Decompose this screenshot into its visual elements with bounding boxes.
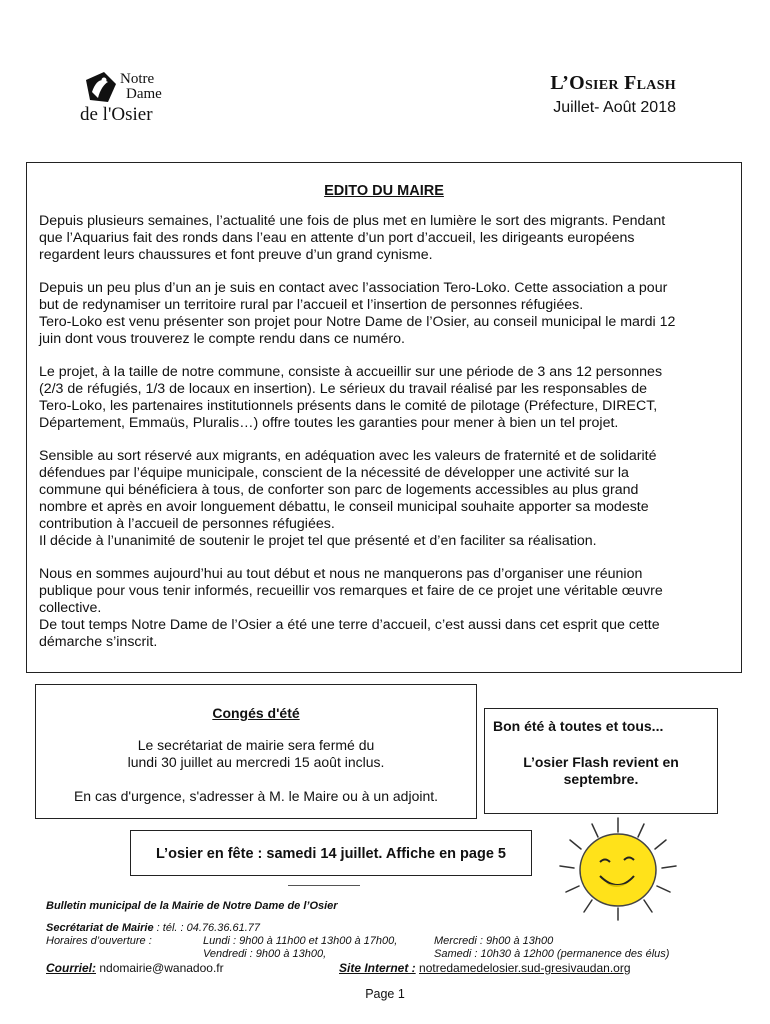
logo: [80, 68, 180, 126]
courriel-row: [46, 961, 224, 975]
bulletin-caption: Bulletin municipal de la Mairie de Notre Dame de l’Osier: [46, 900, 338, 912]
bon-ete-greeting: Bon été à toutes et tous...: [493, 718, 664, 734]
edito-paragraph-3: [39, 364, 729, 432]
horaires-label: Horaires d’ouverture :: [46, 935, 152, 947]
bon-ete-line: L’osier Flash revient en: [523, 754, 679, 770]
edito-line: Depuis plusieurs semaines, l’actualité une fois de plus met en lumière le sort des migrants. Pendant: [39, 213, 666, 229]
conges-urgence-text: En cas d'urgence, s'adresser à M. le Maire ou à un adjoint.: [73, 788, 439, 804]
edito-paragraph-4: [39, 448, 729, 550]
conges-closure-text: [36, 737, 476, 771]
fete-box: [130, 830, 532, 876]
newsletter-date: Juillet- Août 2018: [553, 99, 676, 116]
courriel-label: Courriel:: [46, 961, 97, 975]
sun-icon: [548, 812, 688, 924]
edito-title: EDITO DU MAIRE: [324, 183, 444, 199]
edito-line: but de redynamiser un territoire rural par l’accueil et l’insertion de personnes réfugiées.: [39, 297, 584, 313]
edito-line: juin dont vous trouverez le compte rendu dans ce numéro.: [39, 331, 405, 347]
horaires-lundi: Lundi : 9h00 à 11h00 et 13h00 à 17h00,: [203, 935, 398, 947]
edito-paragraph-2: [39, 280, 729, 348]
newsletter-title: L’Osier Flash: [550, 72, 676, 94]
conges-title: Congés d'été: [212, 705, 300, 721]
edito-paragraph-5: [39, 566, 729, 651]
horaires-samedi: Samedi : 10h30 à 12h00 (permanence des élus): [434, 948, 670, 960]
bon-ete-line: septembre.: [563, 771, 639, 787]
edito-line: contribution à l’accueil de personnes réfugiées.: [39, 516, 335, 532]
edito-line: que l’Aquarius fait des ronds dans l’eau en attente d’un port d’accueil, les dirigeants européens: [39, 230, 635, 246]
conges-box: [35, 684, 477, 819]
edito-paragraph-1: [39, 213, 729, 264]
page-number: Page 1: [365, 987, 405, 1001]
edito-line: Sensible au sort réservé aux migrants, en adéquation avec les valeurs de fraternité et de solidarité: [39, 448, 657, 464]
edito-line: démarche s’inscrit.: [39, 634, 158, 650]
horaires-vendredi: Vendredi : 9h00 à 13h00,: [203, 948, 327, 960]
edito-line: Département, Emmaüs, Pluralis…) offre toutes les garanties pour mener à bien un tel projet.: [39, 415, 619, 431]
edito-line: collective.: [39, 600, 102, 616]
logo-line-2: Dame: [126, 86, 162, 102]
edito-line: regardent leurs chaussures et font preuve d’un grand cynisme.: [39, 247, 433, 263]
site-label: Site Internet :: [339, 961, 416, 975]
logo-emblem-icon: [82, 70, 118, 104]
secretariat-row: [46, 922, 260, 934]
edito-line: nombre et après en avoir longuement débattu, le conseil municipal souhaite apporter sa modeste: [39, 499, 649, 515]
edito-line: (2/3 de réfugiés, 1/3 de locaux en insertion). Le sérieux du travail réalisé par les responsables de: [39, 381, 648, 397]
edito-line: défendues par l’équipe municipale, conscient de la nécessité de développer une activité sur la: [39, 465, 629, 481]
edito-line: Depuis un peu plus d’un an je suis en contact avec l’association Tero-Loko. Cette association a pour: [39, 280, 668, 296]
site-row: [339, 961, 631, 975]
logo-wordmark: [120, 72, 162, 102]
fete-announcement: L’osier en fête : samedi 14 juillet. Affiche en page 5: [156, 846, 506, 862]
conges-line: lundi 30 juillet au mercredi 15 août inclus.: [127, 754, 385, 770]
edito-line: publique pour vous tenir informés, recueillir vos remarques et faire de ce projet une véritable œuvre: [39, 583, 663, 599]
edito-line: Tero-Loko est venu présenter son projet pour Notre Dame de l’Osier, au conseil municipal le mardi 12: [39, 314, 676, 330]
edito-line: Il décide à l’unanimité de soutenir le projet tel que présenté et d’en faciliter sa réalisation.: [39, 533, 597, 549]
courriel-link[interactable]: ndomairie@wanadoo.fr: [99, 961, 224, 975]
edito-line: Tero-Loko, les partenaires institutionnels présents dans le comité de pilotage (Préfecture, DIRECT,: [39, 398, 658, 414]
edito-line: Nous en sommes aujourd’hui au tout début et nous ne manquerons pas d’organiser une réunion: [39, 566, 643, 582]
conges-line: Le secrétariat de mairie sera fermé du: [137, 737, 375, 753]
edito-line: Le projet, à la taille de notre commune, consiste à accueillir sur une période de 3 ans 12 personnes: [39, 364, 663, 380]
edito-line: commune qui bénéficiera à tous, de conforter son parc de logements accessibles au plus grand: [39, 482, 639, 498]
logo-line-3: de l'Osier: [80, 104, 153, 125]
bon-ete-box: [484, 708, 718, 814]
edito-line: De tout temps Notre Dame de l’Osier a été une terre d’accueil, c’est aussi dans cet esprit que cette: [39, 617, 660, 633]
logo-line-1: Notre: [120, 71, 155, 87]
horaires-mercredi: Mercredi : 9h00 à 13h00: [434, 935, 554, 947]
edito-box: [26, 162, 742, 673]
bon-ete-return-note: [493, 754, 709, 788]
separator-line: [288, 885, 360, 886]
site-link[interactable]: notredamedelosier.sud-gresivaudan.org: [419, 961, 631, 975]
secretariat-phone: : tél. : 04.76.36.61.77: [153, 922, 261, 934]
masthead: [550, 72, 676, 117]
secretariat-label: Secrétariat de Mairie: [46, 922, 154, 934]
